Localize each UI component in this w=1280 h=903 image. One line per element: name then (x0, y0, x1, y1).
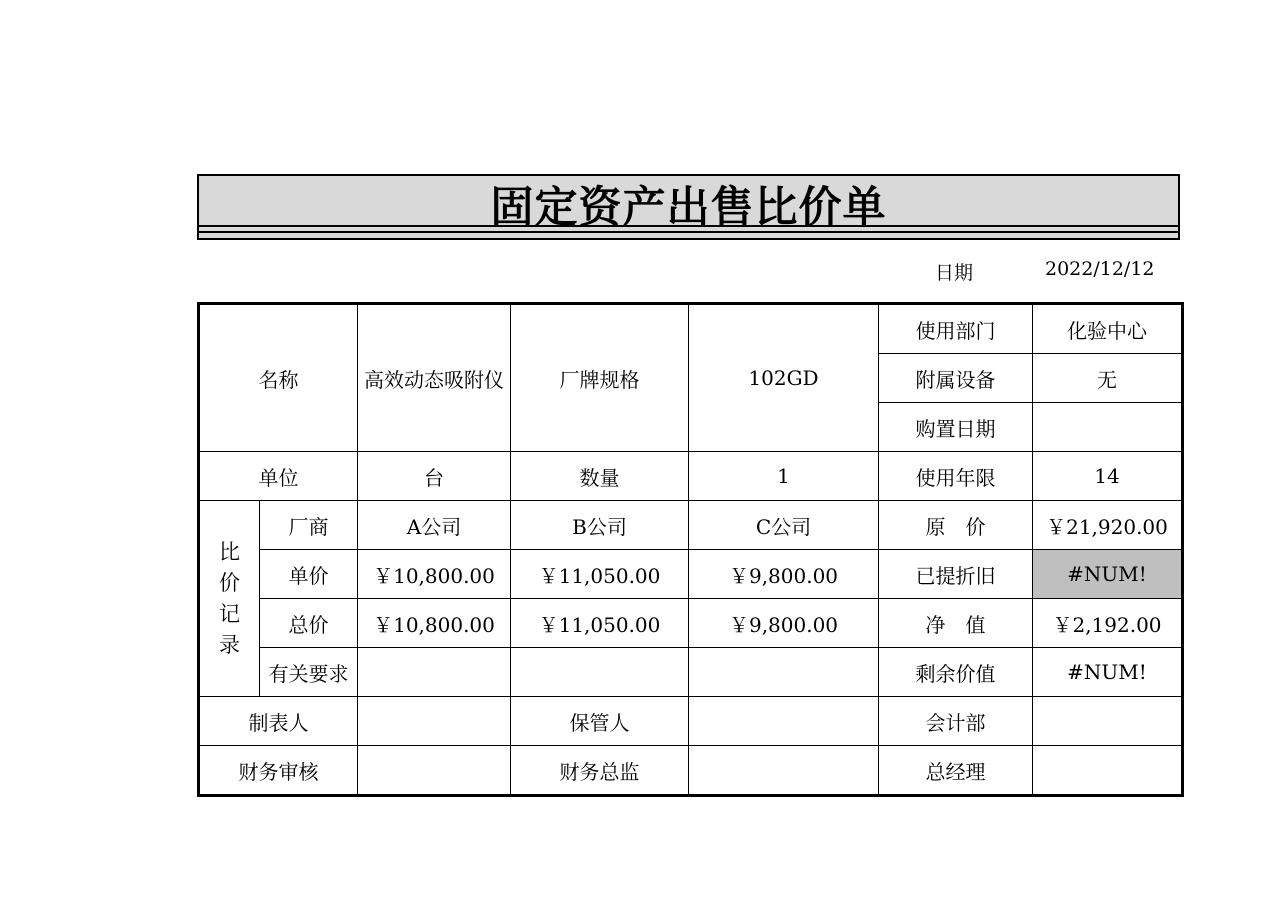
vendor-c-name[interactable]: C公司 (689, 501, 879, 550)
brand-label: 厂牌规格 (511, 304, 689, 452)
service-life-value[interactable]: 14 (1033, 452, 1183, 501)
vendor-a-requirements[interactable] (358, 648, 511, 697)
row-dept (199, 304, 1183, 354)
vendor-c-unit-price[interactable]: ￥9,800.00 (689, 550, 879, 599)
row-unit-price (199, 550, 1183, 599)
purchase-date-value[interactable] (1033, 403, 1183, 452)
service-life-label: 使用年限 (879, 452, 1033, 501)
residual-value[interactable]: #NUM! (1033, 648, 1183, 697)
date-value[interactable]: 2022/12/12 (1045, 258, 1155, 280)
unit-value[interactable]: 台 (358, 452, 511, 501)
section-char-2: 价 (219, 570, 240, 595)
title-underline-bottom (199, 231, 1178, 233)
vendor-b-unit-price[interactable]: ￥11,050.00 (511, 550, 689, 599)
net-value[interactable]: ￥2,192.00 (1033, 599, 1183, 648)
section-char-1: 比 (219, 539, 240, 564)
purchase-date-label: 购置日期 (879, 403, 1033, 452)
date-label: 日期 (935, 262, 974, 284)
dept-label: 使用部门 (879, 304, 1033, 354)
vendor-b-name[interactable]: B公司 (511, 501, 689, 550)
quantity-label: 数量 (511, 452, 689, 501)
finance-audit-value[interactable] (358, 746, 511, 796)
row-total-price (199, 599, 1183, 648)
asset-sale-comparison-table (197, 302, 1184, 797)
general-manager-value[interactable] (1033, 746, 1183, 796)
dept-value[interactable]: 化验中心 (1033, 304, 1183, 354)
cfo-value[interactable] (689, 746, 879, 796)
vendor-a-unit-price[interactable]: ￥10,800.00 (358, 550, 511, 599)
row-signatures-2 (199, 746, 1183, 796)
vendor-c-total-price[interactable]: ￥9,800.00 (689, 599, 879, 648)
comparison-section-label (199, 501, 260, 697)
vendor-c-requirements[interactable] (689, 648, 879, 697)
row-signatures-1 (199, 697, 1183, 746)
page-title: 固定资产出售比价单 (490, 183, 887, 233)
general-manager-label: 总经理 (879, 746, 1033, 796)
unit-label: 单位 (199, 452, 358, 501)
vendor-b-total-price[interactable]: ￥11,050.00 (511, 599, 689, 648)
finance-audit-label: 财务审核 (199, 746, 358, 796)
net-value-label: 净 值 (879, 599, 1033, 648)
custodian-label: 保管人 (511, 697, 689, 746)
vendor-a-total-price[interactable]: ￥10,800.00 (358, 599, 511, 648)
accessory-value[interactable]: 无 (1033, 354, 1183, 403)
accounting-label: 会计部 (879, 697, 1033, 746)
section-char-3: 记 (219, 601, 240, 626)
custodian-value[interactable] (689, 697, 879, 746)
brand-value[interactable]: 102GD (689, 304, 879, 452)
preparer-value[interactable] (358, 697, 511, 746)
original-value[interactable]: ￥21,920.00 (1033, 501, 1183, 550)
requirements-label: 有关要求 (260, 648, 358, 697)
row-requirements (199, 648, 1183, 697)
row-vendor (199, 501, 1183, 550)
preparer-label: 制表人 (199, 697, 358, 746)
accounting-value[interactable] (1033, 697, 1183, 746)
row-unit (199, 452, 1183, 501)
accessory-label: 附属设备 (879, 354, 1033, 403)
depreciation-label: 已提折旧 (879, 550, 1033, 599)
original-value-label: 原 价 (879, 501, 1033, 550)
vendor-label: 厂商 (260, 501, 358, 550)
residual-value-label: 剩余价值 (879, 648, 1033, 697)
title-banner (197, 174, 1180, 240)
name-label: 名称 (199, 304, 358, 452)
vendor-b-requirements[interactable] (511, 648, 689, 697)
vendor-a-name[interactable]: A公司 (358, 501, 511, 550)
depreciation-value[interactable]: #NUM! (1033, 550, 1183, 599)
total-price-label: 总价 (260, 599, 358, 648)
cfo-label: 财务总监 (511, 746, 689, 796)
quantity-value[interactable]: 1 (689, 452, 879, 501)
unit-price-label: 单价 (260, 550, 358, 599)
section-char-4: 录 (219, 632, 240, 657)
name-value[interactable]: 高效动态吸附仪 (358, 304, 511, 452)
title-underline-top (199, 225, 1178, 227)
